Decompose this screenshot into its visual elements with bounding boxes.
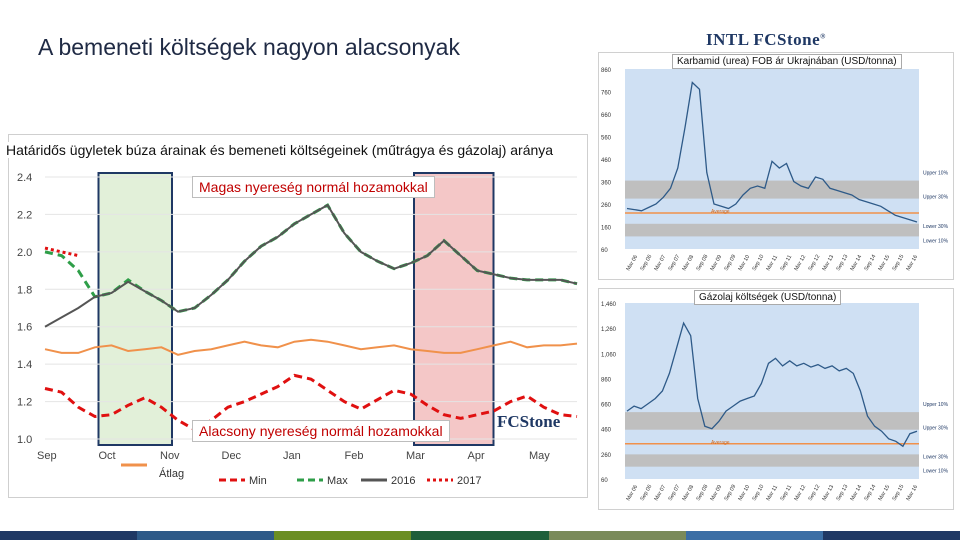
footer-segment bbox=[823, 531, 960, 540]
legend-label: Max bbox=[327, 475, 348, 487]
x-tick-label: Sep 13 bbox=[835, 253, 850, 272]
green-band bbox=[99, 173, 173, 445]
x-tick-label: Sep 06 bbox=[639, 253, 654, 272]
callout-low-profit: Alacsony nyereség normál hozamokkal bbox=[192, 420, 450, 442]
x-tick-label: Mar 06 bbox=[625, 484, 640, 502]
legend-label: 2016 bbox=[391, 475, 416, 487]
lower-band bbox=[625, 224, 919, 237]
y-tick-label: 2.4 bbox=[17, 172, 33, 184]
x-tick-label: Sep 14 bbox=[863, 483, 878, 502]
footer-segment bbox=[0, 531, 137, 540]
band-label: Lower 30% bbox=[923, 454, 949, 461]
band-label: Upper 10% bbox=[923, 402, 949, 409]
x-tick-label: Mar 07 bbox=[653, 484, 668, 502]
legend-label: 2017 bbox=[457, 475, 482, 487]
urea-chart-title: Karbamid (urea) FOB ár Ukrajnában (USD/tonna) bbox=[672, 54, 902, 69]
y-tick-label: 1.4 bbox=[17, 359, 33, 372]
band-label: Average bbox=[711, 209, 730, 215]
y-tick-label: 560 bbox=[601, 135, 612, 142]
legend-label: Átlag bbox=[159, 468, 185, 480]
x-tick-label: Sep 15 bbox=[891, 253, 906, 272]
x-tick-label: Mar 10 bbox=[737, 254, 752, 272]
y-tick-label: 1.0 bbox=[17, 434, 33, 446]
y-tick-label: 1.8 bbox=[17, 284, 33, 297]
x-tick-label: Sep 12 bbox=[807, 483, 822, 502]
x-tick-label: Mar 06 bbox=[625, 254, 640, 272]
footer-color-bar bbox=[0, 531, 960, 540]
lower-band bbox=[625, 454, 919, 466]
x-tick-label: Mar 12 bbox=[793, 484, 808, 502]
footer-segment bbox=[137, 531, 274, 540]
footer-segment bbox=[686, 531, 823, 540]
x-tick-label: Sep 09 bbox=[723, 483, 738, 502]
y-tick-label: 860 bbox=[601, 377, 612, 384]
x-tick-label: Sep 09 bbox=[723, 253, 738, 272]
x-tick-label: Mar 14 bbox=[849, 254, 864, 272]
y-tick-label: 460 bbox=[601, 427, 612, 434]
x-tick-label: Mar 07 bbox=[653, 254, 668, 272]
y-tick-label: 160 bbox=[601, 225, 612, 232]
plot-area bbox=[625, 69, 919, 249]
x-tick-label: Mar 16 bbox=[905, 484, 920, 502]
y-tick-label: 660 bbox=[601, 402, 612, 409]
band-label: Lower 10% bbox=[923, 238, 949, 245]
x-tick-label: Sep 07 bbox=[667, 483, 682, 502]
x-tick-label: Mar 15 bbox=[877, 484, 892, 502]
y-tick-label: 260 bbox=[601, 203, 612, 209]
x-tick-label: Sep 11 bbox=[779, 254, 794, 272]
x-tick-label: Sep 08 bbox=[695, 483, 710, 502]
band-label: Upper 10% bbox=[923, 170, 949, 177]
band-label: Average bbox=[711, 439, 730, 446]
x-tick-label: Sep bbox=[37, 450, 57, 462]
x-tick-label: Sep 06 bbox=[639, 483, 654, 502]
y-tick-label: 1,060 bbox=[601, 352, 617, 359]
diesel-chart-panel bbox=[598, 288, 954, 510]
x-tick-label: Mar bbox=[406, 450, 425, 462]
x-tick-label: Mar 09 bbox=[709, 484, 724, 502]
x-tick-label: Mar 11 bbox=[765, 484, 780, 502]
y-tick-label: 60 bbox=[601, 478, 608, 484]
diesel-chart-title: Gázolaj költségek (USD/tonna) bbox=[694, 290, 841, 305]
x-tick-label: Sep 14 bbox=[863, 253, 878, 272]
y-tick-label: 760 bbox=[601, 90, 612, 97]
x-tick-label: Sep 15 bbox=[891, 483, 906, 502]
x-tick-label: May bbox=[529, 450, 550, 462]
x-tick-label: Feb bbox=[344, 450, 364, 462]
y-tick-label: 1,460 bbox=[601, 302, 617, 308]
legend-label: Min bbox=[249, 475, 267, 487]
urea-chart bbox=[599, 53, 953, 279]
band-label: Lower 10% bbox=[923, 468, 949, 475]
callout-high-profit: Magas nyereség normál hozamokkal bbox=[192, 176, 435, 198]
y-tick-label: 260 bbox=[601, 452, 612, 459]
x-tick-label: Sep 11 bbox=[779, 484, 794, 502]
y-tick-label: 360 bbox=[601, 180, 612, 187]
x-tick-label: Mar 13 bbox=[821, 484, 836, 502]
x-tick-label: Sep 08 bbox=[695, 253, 710, 272]
y-tick-label: 1,260 bbox=[601, 327, 617, 334]
y-tick-label: 1.2 bbox=[17, 396, 33, 409]
x-tick-label: Mar 15 bbox=[877, 254, 892, 272]
x-tick-label: Nov bbox=[160, 450, 180, 462]
x-tick-label: Sep 12 bbox=[807, 253, 822, 272]
fcstone-watermark: FCStone bbox=[497, 412, 561, 431]
x-tick-label: Sep 10 bbox=[751, 253, 766, 272]
y-tick-label: 660 bbox=[601, 113, 612, 119]
plot-area bbox=[625, 303, 919, 479]
x-tick-label: Mar 11 bbox=[765, 254, 780, 272]
x-tick-label: Jan bbox=[283, 450, 301, 462]
y-tick-label: 2.0 bbox=[17, 246, 33, 259]
urea-chart-panel bbox=[598, 52, 954, 280]
x-tick-label: Dec bbox=[221, 450, 242, 462]
y-tick-label: 1.6 bbox=[17, 321, 33, 334]
band-label: Upper 30% bbox=[923, 425, 949, 432]
x-tick-label: Sep 07 bbox=[667, 253, 682, 272]
x-tick-label: Mar 08 bbox=[681, 254, 696, 272]
x-tick-label: Sep 13 bbox=[835, 483, 850, 502]
page-title: A bemeneti költségek nagyon alacsonyak bbox=[38, 34, 460, 60]
x-tick-label: Mar 13 bbox=[821, 254, 836, 272]
band-label: Lower 30% bbox=[923, 223, 949, 230]
x-tick-label: Mar 08 bbox=[681, 484, 696, 502]
y-tick-label: 860 bbox=[601, 68, 612, 74]
x-tick-label: Mar 10 bbox=[737, 484, 752, 502]
x-tick-label: Mar 14 bbox=[849, 484, 864, 502]
x-tick-label: Mar 16 bbox=[905, 254, 920, 272]
x-tick-label: Mar 12 bbox=[793, 254, 808, 272]
footer-segment bbox=[411, 531, 548, 540]
footer-segment bbox=[549, 531, 686, 540]
x-tick-label: Oct bbox=[98, 450, 116, 462]
band-label: Upper 30% bbox=[923, 194, 949, 201]
diesel-chart bbox=[599, 289, 953, 509]
left-chart-heading: Határidős ügyletek búza árainak és bemeneti költségeinek (műtrágya és gázolaj) aránya bbox=[6, 142, 557, 158]
footer-segment bbox=[274, 531, 411, 540]
x-tick-label: Apr bbox=[467, 450, 485, 462]
intl-fcstone-logo bbox=[706, 30, 826, 50]
y-tick-label: 60 bbox=[601, 248, 608, 254]
logo-text: INTL FCStone bbox=[706, 30, 821, 49]
y-tick-label: 2.2 bbox=[17, 209, 33, 222]
x-tick-label: Sep 10 bbox=[751, 483, 766, 502]
x-tick-label: Mar 09 bbox=[709, 254, 724, 272]
logo-reg-mark: ® bbox=[820, 32, 826, 41]
y-tick-label: 460 bbox=[601, 158, 612, 164]
